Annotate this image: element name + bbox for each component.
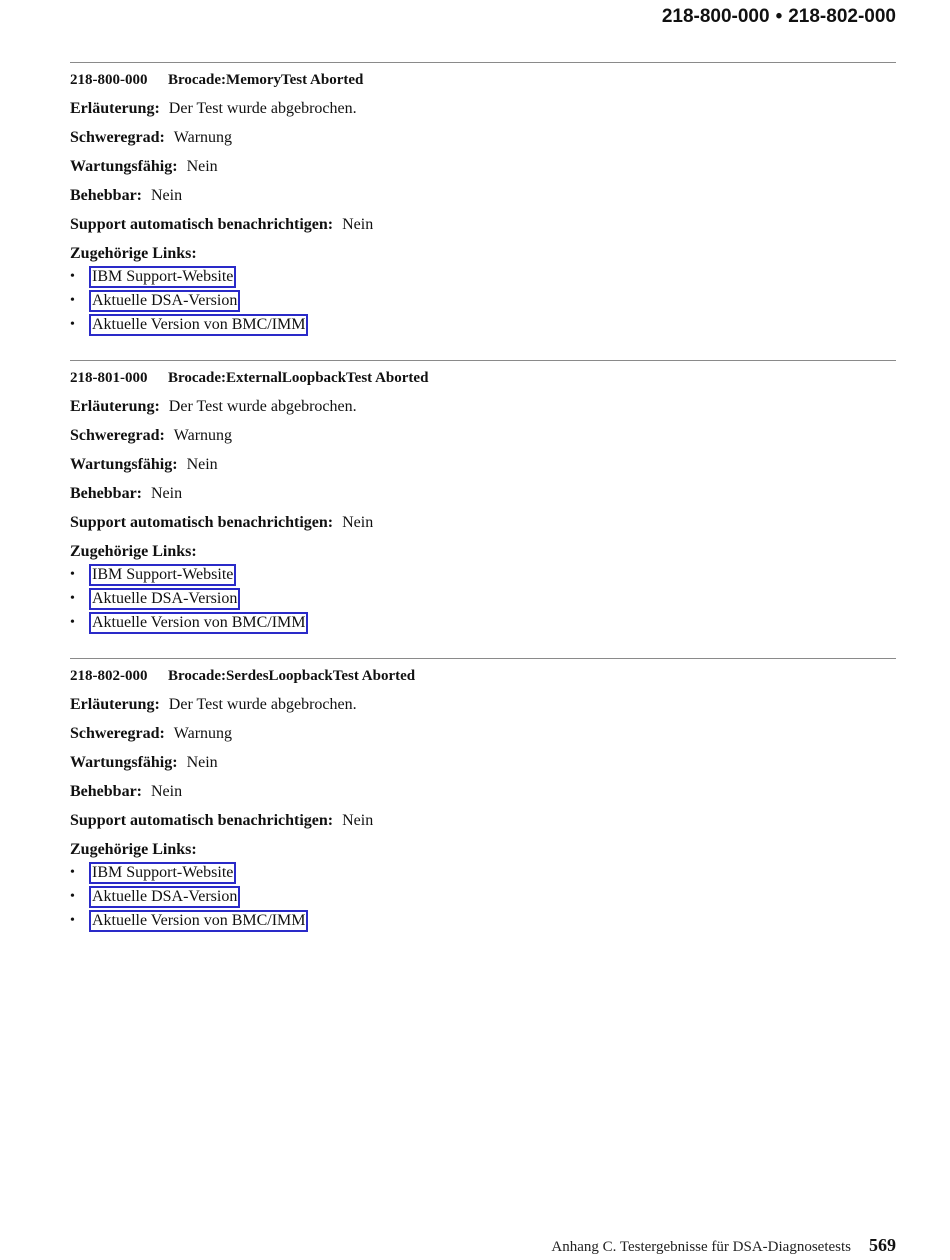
list-item [70, 910, 896, 934]
entry-title [70, 70, 896, 90]
bullet-icon: • [70, 591, 75, 606]
list-item [70, 266, 896, 290]
bullet-icon: • [70, 889, 75, 904]
entry-title [70, 368, 896, 388]
serviceable-value: Nein [186, 754, 218, 771]
explanation-field [70, 695, 896, 724]
severity-field [70, 128, 896, 157]
list-item [70, 314, 896, 338]
recoverable-value: Nein [151, 187, 183, 204]
list-item [70, 612, 896, 636]
explanation-value: Der Test wurde abgebrochen. [168, 100, 357, 117]
entry-name: Brocade:ExternalLoopbackTest Aborted [168, 370, 429, 386]
notify-support-field [70, 811, 896, 840]
page-footer [551, 1235, 896, 1256]
severity-label: Schweregrad: [70, 725, 165, 742]
serviceable-value: Nein [186, 456, 218, 473]
explanation-label: Erläuterung: [70, 696, 160, 713]
recoverable-value: Nein [151, 783, 183, 800]
serviceable-label: Wartungsfähig: [70, 754, 178, 771]
notify-support-label: Support automatisch benachrichtigen: [70, 514, 334, 531]
header-separator: • [775, 6, 783, 27]
error-entry [70, 360, 896, 636]
notify-support-label: Support automatisch benachrichtigen: [70, 216, 334, 233]
related-links-heading: Zugehörige Links: [70, 841, 197, 858]
bullet-icon: • [70, 293, 75, 308]
explanation-label: Erläuterung: [70, 100, 160, 117]
bullet-icon: • [70, 615, 75, 630]
link-bmc-imm-version[interactable]: Aktuelle Version von BMC/IMM [89, 314, 308, 336]
link-ibm-support[interactable]: IBM Support-Website [89, 862, 236, 884]
explanation-label: Erläuterung: [70, 398, 160, 415]
notify-support-field [70, 513, 896, 542]
link-ibm-support[interactable]: IBM Support-Website [89, 564, 236, 586]
severity-field [70, 426, 896, 455]
explanation-value: Der Test wurde abgebrochen. [168, 696, 357, 713]
notify-support-label: Support automatisch benachrichtigen: [70, 812, 334, 829]
severity-value: Warnung [173, 725, 233, 742]
recoverable-label: Behebbar: [70, 187, 142, 204]
list-item [70, 886, 896, 910]
bullet-icon: • [70, 913, 75, 928]
severity-value: Warnung [173, 427, 233, 444]
severity-label: Schweregrad: [70, 427, 165, 444]
link-bmc-imm-version[interactable]: Aktuelle Version von BMC/IMM [89, 910, 308, 932]
explanation-field [70, 397, 896, 426]
running-header [662, 6, 896, 28]
explanation-field [70, 99, 896, 128]
link-dsa-version[interactable]: Aktuelle DSA-Version [89, 886, 240, 908]
link-dsa-version[interactable]: Aktuelle DSA-Version [89, 588, 240, 610]
notify-support-value: Nein [342, 812, 374, 829]
bullet-icon: • [70, 269, 75, 284]
serviceable-label: Wartungsfähig: [70, 158, 178, 175]
serviceable-field [70, 157, 896, 186]
link-ibm-support[interactable]: IBM Support-Website [89, 266, 236, 288]
severity-value: Warnung [173, 129, 233, 146]
serviceable-field [70, 753, 896, 782]
error-entry [70, 62, 896, 338]
serviceable-label: Wartungsfähig: [70, 456, 178, 473]
list-item [70, 290, 896, 314]
notify-support-value: Nein [342, 216, 374, 233]
entry-name: Brocade:MemoryTest Aborted [168, 72, 364, 88]
severity-field [70, 724, 896, 753]
severity-label: Schweregrad: [70, 129, 165, 146]
document-body [70, 62, 896, 956]
related-links-list [70, 266, 896, 338]
link-dsa-version[interactable]: Aktuelle DSA-Version [89, 290, 240, 312]
entry-code: 218-800-000 [70, 72, 148, 88]
recoverable-field [70, 782, 896, 811]
related-links-list [70, 564, 896, 636]
recoverable-field [70, 186, 896, 215]
list-item [70, 862, 896, 886]
header-range-end: 218-802-000 [788, 6, 896, 27]
error-entry [70, 658, 896, 934]
serviceable-value: Nein [186, 158, 218, 175]
recoverable-label: Behebbar: [70, 485, 142, 502]
list-item [70, 564, 896, 588]
recoverable-field [70, 484, 896, 513]
related-links-heading: Zugehörige Links: [70, 245, 197, 262]
entry-title [70, 666, 896, 686]
bullet-icon: • [70, 567, 75, 582]
explanation-value: Der Test wurde abgebrochen. [168, 398, 357, 415]
notify-support-value: Nein [342, 514, 374, 531]
bullet-icon: • [70, 317, 75, 332]
serviceable-field [70, 455, 896, 484]
footer-text: Anhang C. Testergebnisse für DSA-Diagnosetests [551, 1239, 851, 1255]
header-range-start: 218-800-000 [661, 6, 770, 27]
link-bmc-imm-version[interactable]: Aktuelle Version von BMC/IMM [89, 612, 308, 634]
list-item [70, 588, 896, 612]
page-number: 569 [869, 1235, 896, 1255]
related-links-list [70, 862, 896, 934]
notify-support-field [70, 215, 896, 244]
entry-code: 218-801-000 [70, 370, 148, 386]
bullet-icon: • [70, 865, 75, 880]
entry-code: 218-802-000 [70, 668, 148, 684]
related-links-heading: Zugehörige Links: [70, 543, 197, 560]
recoverable-value: Nein [151, 485, 183, 502]
recoverable-label: Behebbar: [70, 783, 142, 800]
entry-name: Brocade:SerdesLoopbackTest Aborted [168, 668, 416, 684]
